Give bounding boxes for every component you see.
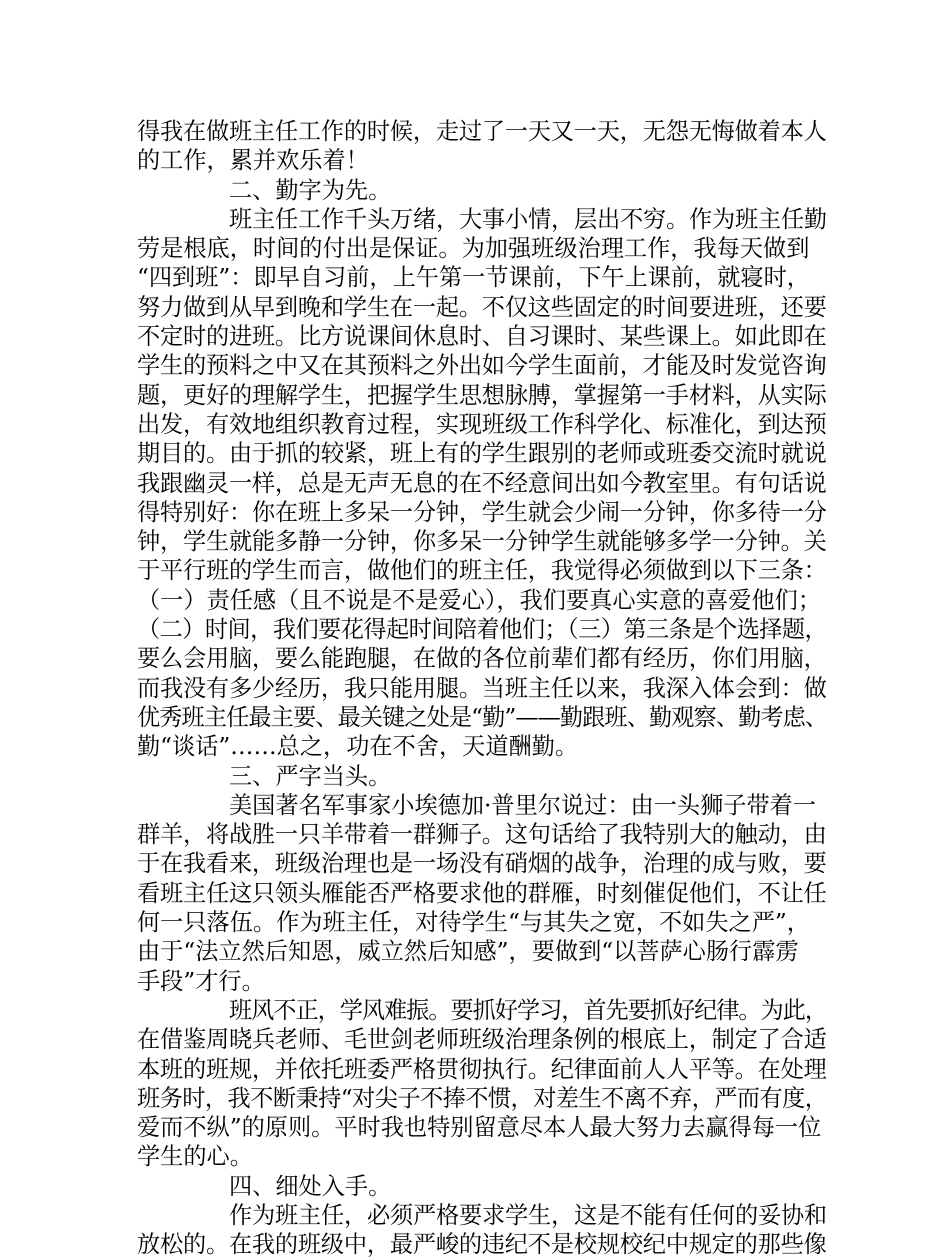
text-line: 学生的心。 xyxy=(137,1143,253,1171)
text-line: 而我没有多少经历，我只能用腿。当班主任以来，我深入体会到：做 xyxy=(137,674,827,702)
text-line: 爱而不纵”的原则。平时我也特别留意尽本人最大努力去赢得每一位 xyxy=(137,1114,822,1142)
text-line: 班主任工作千头万绪，大事小情，层出不穷。作为班主任勤 xyxy=(229,205,827,233)
text-line: （一）责任感（且不说是不是爱心），我们要真心实意的喜爱他们； xyxy=(137,586,822,614)
text-line: 看班主任这只领头雁能否严格要求他的群雁，时刻催促他们，不让任 xyxy=(137,879,827,907)
text-line: 班风不正，学风难振。要抓好学习，首先要抓好纪律。为此， xyxy=(229,996,827,1024)
text-line: 钟，学生就能多静一分钟，你多呆一分钟学生就能够多学一分钟。关 xyxy=(137,528,827,556)
document-body xyxy=(137,117,827,1260)
text-line: 班务时，我不断秉持“对尖子不捧不惯，对差生不离不弃，严而有度， xyxy=(137,1084,828,1112)
text-line: 三、严字当头。 xyxy=(229,762,392,790)
text-line: 努力做到从早到晚和学生在一起。不仅这些固定的时间要进班，还要 xyxy=(137,293,827,321)
text-line: 于在我看来，班级治理也是一场没有硝烟的战争，治理的成与败，要 xyxy=(137,850,827,878)
text-line: 得特别好：你在班上多呆一分钟，学生就会少闹一分钟，你多待一分 xyxy=(137,498,827,526)
text-line: 手段”才行。 xyxy=(137,967,265,995)
text-line: 期目的。由于抓的较紧，班上有的学生跟别的老师或班委交流时就说 xyxy=(137,440,827,468)
text-line: 于平行班的学生而言，做他们的班主任，我觉得必须做到以下三条： xyxy=(137,557,827,585)
text-line: 的工作，累并欢乐着！ xyxy=(137,147,369,175)
text-line: 我跟幽灵一样，总是无声无息的在不经意间出如今教室里。有句话说 xyxy=(137,469,827,497)
text-line: 不定时的进班。比方说课间休息时、自习课时、某些课上。如此即在 xyxy=(137,323,827,351)
text-line: 四、细处入手。 xyxy=(229,1172,392,1200)
text-line: 由于“法立然后知恩，威立然后知感”，要做到“以菩萨心肠行霹雳 xyxy=(137,938,799,966)
text-line: 学生的预料之中又在其预料之外出如今学生面前，才能及时发觉咨询 xyxy=(137,352,827,380)
text-line: 作为班主任，必须严格要求学生，这是不能有任何的妥协和 xyxy=(229,1201,827,1229)
text-line: 优秀班主任最主要、最关键之处是“勤”——勤跟班、勤观察、勤考虑、 xyxy=(137,703,828,731)
text-line: 何一只落伍。作为班主任，对待学生“与其失之宽，不如失之严”， xyxy=(137,909,810,937)
text-line: 劳是根底，时间的付出是保证。为加强班级治理工作，我每天做到 xyxy=(137,235,810,263)
text-line: 群羊，将战胜一只羊带着一群狮子。这句话给了我特别大的触动，由 xyxy=(137,821,827,849)
text-line: 二、勤字为先。 xyxy=(229,176,392,204)
text-line: 放松的。在我的班级中，最严峻的违纪不是校规校纪中规定的那些像 xyxy=(137,1231,827,1259)
text-line: 本班的班规，并依托班委严格贯彻执行。纪律面前人人平等。在处理 xyxy=(137,1055,827,1083)
text-line: 要么会用脑，要么能跑腿，在做的各位前辈们都有经历，你们用脑， xyxy=(137,645,827,673)
text-line: （二）时间，我们要花得起时间陪着他们；（三）第三条是个选择题， xyxy=(137,616,828,644)
text-line: 勤“谈话”……总之，功在不舍，天道酬勤。 xyxy=(137,733,579,761)
text-line: 美国著名军事家小埃德加·普里尔说过：由一头狮子带着一 xyxy=(229,791,817,819)
text-line: “四到班”：即早自习前，上午第一节课前，下午上课前，就寝时， xyxy=(137,264,810,292)
text-line: 出发，有效地组织教育过程，实现班级工作科学化、标准化，到达预 xyxy=(137,410,827,438)
text-line: 在借鉴周晓兵老师、毛世剑老师班级治理条例的根底上，制定了合适 xyxy=(137,1026,827,1054)
text-line: 题，更好的理解学生，把握学生思想脉膊，掌握第一手材料，从实际 xyxy=(137,381,827,409)
text-line: 得我在做班主任工作的时候，走过了一天又一天，无怨无悔做着本人 xyxy=(137,118,827,145)
